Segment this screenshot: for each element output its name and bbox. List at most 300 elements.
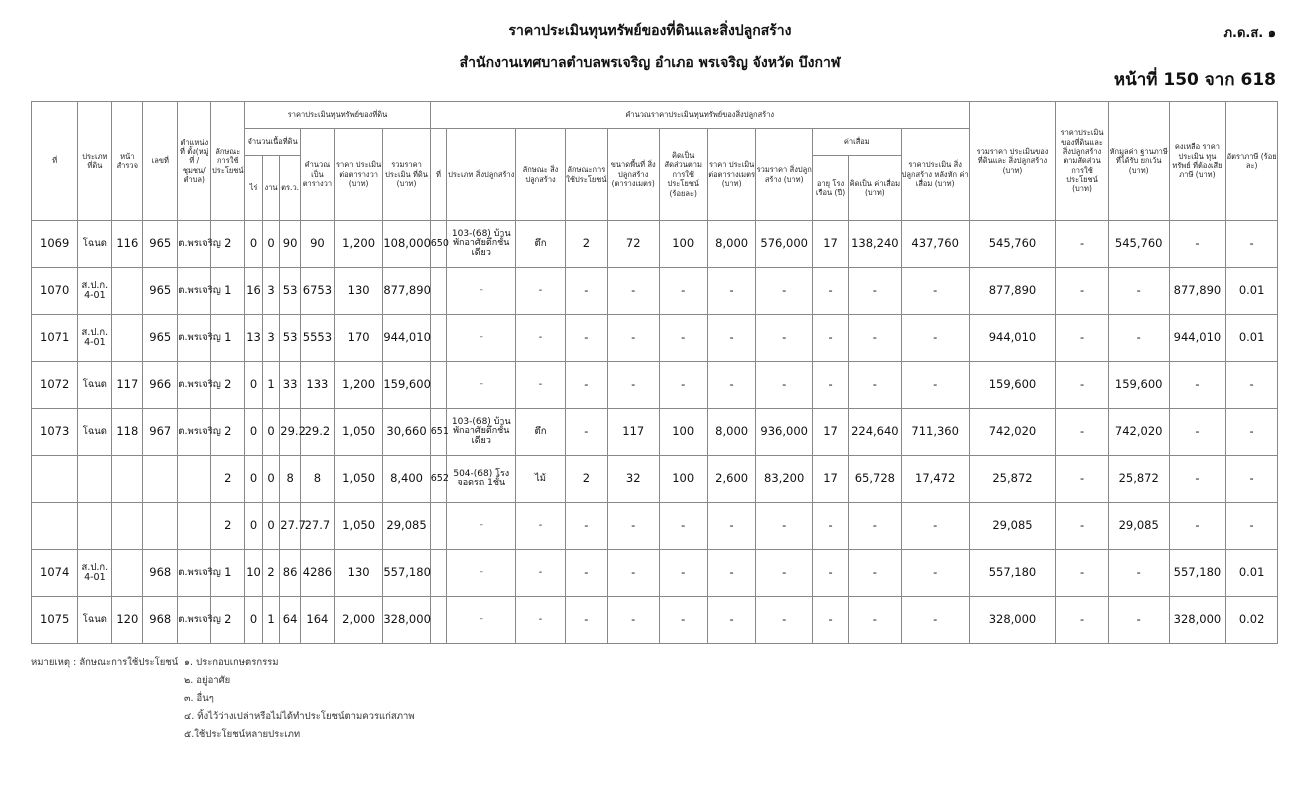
cell-deduction: - <box>1108 550 1169 597</box>
cell-price-per-wa: 1,050 <box>334 409 382 456</box>
cell-b-no: 650 <box>430 221 446 268</box>
cell-age: 17 <box>813 456 849 503</box>
cell-b-kind: - <box>516 315 565 362</box>
cell-grand-total: 25,872 <box>969 456 1056 503</box>
footnote-item: ๔. ทิ้งไว้ว่างเปล่าหรือไม่ได้ทำประโยชน์ตามควรแก่สภาพ <box>184 711 415 722</box>
col-header-number: เลขที่ <box>143 102 178 221</box>
cell-b-price-sqm: - <box>707 597 755 644</box>
cell-taxable: 328,000 <box>1169 597 1226 644</box>
cell-b-area: - <box>607 268 659 315</box>
cell-taxable: - <box>1169 409 1226 456</box>
cell-price-per-wa: 1,200 <box>334 221 382 268</box>
cell-deduction: 25,872 <box>1108 456 1169 503</box>
cell-grand-total: 159,600 <box>969 362 1056 409</box>
cell-b-usage: - <box>565 409 607 456</box>
cell-ngan: 1 <box>262 597 280 644</box>
cell-calc-wa: 27.7 <box>300 503 334 550</box>
cell-location: ต.พรเจริญ <box>178 315 211 362</box>
cell-number: 968 <box>143 597 178 644</box>
col-header-depreciation-amount: คิดเป็น ค่าเสื่อม (บาท) <box>849 156 902 221</box>
cell-taxable: 877,890 <box>1169 268 1226 315</box>
cell-b-area: 117 <box>607 409 659 456</box>
cell-b-usage: - <box>565 597 607 644</box>
cell-deduction: 159,600 <box>1108 362 1169 409</box>
cell-wa: 8 <box>280 456 301 503</box>
cell-b-net: - <box>901 268 969 315</box>
cell-land-total: 328,000 <box>383 597 430 644</box>
cell-b-usage: - <box>565 315 607 362</box>
cell-taxable: - <box>1169 221 1226 268</box>
table-row <box>32 268 1278 315</box>
cell-wa: 27.7 <box>280 503 301 550</box>
cell-rate: 0.01 <box>1226 315 1278 362</box>
cell-mixed-use: - <box>1056 315 1109 362</box>
cell-survey <box>112 456 143 503</box>
cell-land-type: โฉนด <box>78 409 112 456</box>
col-header-deduction: หักมูลค่า ฐานภาษี ที่ได้รับ ยกเว้น (บาท) <box>1108 102 1169 221</box>
cell-b-ratio: 100 <box>659 409 707 456</box>
cell-location: ต.พรเจริญ <box>178 221 211 268</box>
cell-b-area: 72 <box>607 221 659 268</box>
cell-b-price-sqm: - <box>707 550 755 597</box>
cell-b-area: - <box>607 503 659 550</box>
cell-depr-amount: 138,240 <box>849 221 902 268</box>
cell-location <box>178 503 211 550</box>
cell-b-ratio: - <box>659 503 707 550</box>
cell-b-total: 83,200 <box>756 456 813 503</box>
cell-b-ratio: - <box>659 597 707 644</box>
cell-usage: 1 <box>211 550 245 597</box>
cell-b-area: - <box>607 315 659 362</box>
cell-wa: 33 <box>280 362 301 409</box>
cell-b-total: - <box>756 550 813 597</box>
cell-b-ratio: - <box>659 550 707 597</box>
cell-calc-wa: 6753 <box>300 268 334 315</box>
cell-land-total: 159,600 <box>383 362 430 409</box>
col-header-wa: ตร.ว. <box>280 156 301 221</box>
cell-age: - <box>813 503 849 550</box>
cell-usage: 2 <box>211 362 245 409</box>
cell-b-net: 437,760 <box>901 221 969 268</box>
cell-location: ต.พรเจริญ <box>178 362 211 409</box>
cell-grand-total: 944,010 <box>969 315 1056 362</box>
col-header-building-usage: ลักษณะการ ใช้ประโยชน์ <box>565 129 607 221</box>
col-header-rai: ไร่ <box>245 156 263 221</box>
footnote-item: ๑. ประกอบเกษตรกรรม <box>184 657 279 668</box>
cell-grand-total: 742,020 <box>969 409 1056 456</box>
footnote-lead: หมายเหตุ : ลักษณะการใช้ประโยชน์ <box>31 657 179 668</box>
cell-b-ratio: 100 <box>659 456 707 503</box>
col-header-building-type: ประเภท สิ่งปลูกสร้าง <box>447 129 516 221</box>
cell-ngan: 2 <box>262 550 280 597</box>
cell-land-type: ส.ป.ก. 4-01 <box>78 315 112 362</box>
cell-mixed-use: - <box>1056 597 1109 644</box>
cell-rate: - <box>1226 221 1278 268</box>
cell-rai: 0 <box>245 221 263 268</box>
cell-survey: 117 <box>112 362 143 409</box>
cell-rate: - <box>1226 409 1278 456</box>
col-header-taxable: คงเหลือ ราคาประเมิน ทุนทรัพย์ ที่ต้องเสียภาษี (บาท) <box>1169 102 1226 221</box>
cell-depr-amount: - <box>849 550 902 597</box>
col-header-building-ratio: คิดเป็น สัดส่วนตาม การใช้ ประโยชน์ (ร้อยละ) <box>659 129 707 221</box>
cell-age: 17 <box>813 221 849 268</box>
cell-ngan: 1 <box>262 362 280 409</box>
cell-b-area: - <box>607 597 659 644</box>
cell-b-total: 576,000 <box>756 221 813 268</box>
cell-land-total: 877,890 <box>383 268 430 315</box>
cell-b-usage: 2 <box>565 221 607 268</box>
cell-price-per-wa: 130 <box>334 268 382 315</box>
col-header-usage: ลักษณะ การใช้ ประโยชน์ <box>211 102 245 221</box>
col-header-calc-wa: คำนวณ เป็น ตารางวา <box>300 129 334 221</box>
cell-deduction: - <box>1108 315 1169 362</box>
cell-b-no: 651 <box>430 409 446 456</box>
cell-b-no: 652 <box>430 456 446 503</box>
cell-ngan: 0 <box>262 456 280 503</box>
cell-b-ratio: - <box>659 315 707 362</box>
cell-land-total: 944,010 <box>383 315 430 362</box>
col-header-price-per-sqm: ราคา ประเมิน ต่อตารางเมตร (บาท) <box>707 129 755 221</box>
cell-location: ต.พรเจริญ <box>178 597 211 644</box>
cell-rate: 0.02 <box>1226 597 1278 644</box>
cell-land-total: 8,400 <box>383 456 430 503</box>
col-header-survey: หน้า สำรวจ <box>112 102 143 221</box>
cell-b-type: - <box>447 597 516 644</box>
cell-b-no <box>430 362 446 409</box>
table-row <box>32 409 1278 456</box>
cell-b-total: 936,000 <box>756 409 813 456</box>
col-header-land-total: รวมราคา ประเมิน ที่ดิน (บาท) <box>383 129 430 221</box>
col-header-location: ตำแหน่งที่ ตั้ง(หมู่ที่ /ชุมชน/ ตำบล) <box>178 102 211 221</box>
cell-depr-amount: - <box>849 315 902 362</box>
cell-usage: 2 <box>211 597 245 644</box>
cell-land-total: 29,085 <box>383 503 430 550</box>
cell-b-type: - <box>447 268 516 315</box>
cell-number: 965 <box>143 221 178 268</box>
cell-usage: 2 <box>211 409 245 456</box>
cell-location: ต.พรเจริญ <box>178 550 211 597</box>
group-header-area: จำนวนเนื้อที่ดิน <box>245 129 301 156</box>
cell-b-type: - <box>447 315 516 362</box>
cell-land-type: โฉนด <box>78 597 112 644</box>
cell-price-per-wa: 1,050 <box>334 456 382 503</box>
cell-number: 965 <box>143 268 178 315</box>
cell-b-area: 32 <box>607 456 659 503</box>
cell-calc-wa: 29.2 <box>300 409 334 456</box>
cell-b-price-sqm: 8,000 <box>707 221 755 268</box>
col-header-rate: อัตราภาษี (ร้อยละ) <box>1226 102 1278 221</box>
cell-calc-wa: 164 <box>300 597 334 644</box>
cell-ngan: 0 <box>262 409 280 456</box>
cell-mixed-use: - <box>1056 456 1109 503</box>
cell-rai: 0 <box>245 597 263 644</box>
table-row <box>32 503 1278 550</box>
cell-number: 965 <box>143 315 178 362</box>
cell-rai: 16 <box>245 268 263 315</box>
cell-no: 1069 <box>32 221 78 268</box>
table-row <box>32 597 1278 644</box>
table-body <box>32 221 1278 644</box>
cell-land-total: 108,000 <box>383 221 430 268</box>
cell-mixed-use: - <box>1056 409 1109 456</box>
cell-depr-amount: 65,728 <box>849 456 902 503</box>
cell-wa: 64 <box>280 597 301 644</box>
cell-land-type: โฉนด <box>78 221 112 268</box>
cell-taxable: - <box>1169 503 1226 550</box>
cell-ngan: 3 <box>262 268 280 315</box>
cell-mixed-use: - <box>1056 503 1109 550</box>
col-header-price-per-wa: ราคา ประเมิน ต่อตารางวา (บาท) <box>334 129 382 221</box>
cell-b-type: 504-(68) โรงจอดรถ 1ชั้น <box>447 456 516 503</box>
cell-b-no <box>430 315 446 362</box>
cell-b-total: - <box>756 503 813 550</box>
cell-price-per-wa: 170 <box>334 315 382 362</box>
cell-calc-wa: 8 <box>300 456 334 503</box>
cell-land-type: โฉนด <box>78 362 112 409</box>
cell-taxable: - <box>1169 362 1226 409</box>
cell-usage: 2 <box>211 221 245 268</box>
cell-wa: 86 <box>280 550 301 597</box>
cell-ngan: 0 <box>262 503 280 550</box>
cell-grand-total: 29,085 <box>969 503 1056 550</box>
cell-survey <box>112 268 143 315</box>
cell-no <box>32 456 78 503</box>
cell-ngan: 3 <box>262 315 280 362</box>
cell-b-type: - <box>447 362 516 409</box>
cell-b-net: 17,472 <box>901 456 969 503</box>
cell-no: 1074 <box>32 550 78 597</box>
cell-b-net: 711,360 <box>901 409 969 456</box>
cell-wa: 53 <box>280 268 301 315</box>
cell-no <box>32 503 78 550</box>
cell-mixed-use: - <box>1056 362 1109 409</box>
cell-b-net: - <box>901 315 969 362</box>
cell-b-type: - <box>447 503 516 550</box>
col-header-no: ที่ <box>32 102 78 221</box>
cell-mixed-use: - <box>1056 221 1109 268</box>
cell-calc-wa: 133 <box>300 362 334 409</box>
cell-b-kind: - <box>516 597 565 644</box>
cell-b-price-sqm: - <box>707 362 755 409</box>
cell-survey: 118 <box>112 409 143 456</box>
cell-b-no <box>430 268 446 315</box>
col-header-building-area: ขนาดพื้นที่ สิ่งปลูกสร้าง (ตารางเมตร) <box>607 129 659 221</box>
cell-wa: 90 <box>280 221 301 268</box>
cell-b-ratio: - <box>659 362 707 409</box>
col-header-age: อายุ โรงเรือน (ปี) <box>813 156 849 221</box>
table-row <box>32 550 1278 597</box>
cell-deduction: - <box>1108 597 1169 644</box>
group-header-depreciation: ค่าเสื่อม <box>813 129 902 156</box>
cell-b-price-sqm: - <box>707 268 755 315</box>
cell-depr-amount: - <box>849 268 902 315</box>
cell-b-price-sqm: 2,600 <box>707 456 755 503</box>
cell-survey <box>112 550 143 597</box>
cell-rate: - <box>1226 456 1278 503</box>
cell-age: - <box>813 550 849 597</box>
col-header-building-kind: ลักษณะ สิ่งปลูกสร้าง <box>516 129 565 221</box>
footnote-item: ๕.ใช้ประโยชน์หลายประเภท <box>184 729 301 740</box>
cell-b-ratio: 100 <box>659 221 707 268</box>
cell-age: - <box>813 315 849 362</box>
cell-ngan: 0 <box>262 221 280 268</box>
group-header-building: คำนวณราคาประเมินทุนทรัพย์ของสิ่งปลูกสร้าง <box>430 102 969 129</box>
cell-number <box>143 456 178 503</box>
col-header-building-total: รวมราคา สิ่งปลูกสร้าง (บาท) <box>756 129 813 221</box>
cell-b-area: - <box>607 550 659 597</box>
cell-land-type: ส.ป.ก. 4-01 <box>78 268 112 315</box>
table-row <box>32 456 1278 503</box>
cell-age: - <box>813 597 849 644</box>
cell-no: 1071 <box>32 315 78 362</box>
cell-wa: 29.2 <box>280 409 301 456</box>
cell-no: 1072 <box>32 362 78 409</box>
cell-b-type: 103-(68) บ้านพักอาศัยตึกชั้นเดียว <box>447 221 516 268</box>
cell-deduction: - <box>1108 268 1169 315</box>
cell-b-price-sqm: 8,000 <box>707 409 755 456</box>
col-header-building-net: ราคาประเมิน สิ่งปลูกสร้าง หลังหัก ค่าเสื่อม (บาท) <box>901 129 969 221</box>
cell-rai: 13 <box>245 315 263 362</box>
cell-rai: 10 <box>245 550 263 597</box>
cell-no: 1075 <box>32 597 78 644</box>
cell-b-kind: - <box>516 503 565 550</box>
cell-rai: 0 <box>245 409 263 456</box>
cell-rate: 0.01 <box>1226 268 1278 315</box>
cell-b-ratio: - <box>659 268 707 315</box>
cell-b-total: - <box>756 362 813 409</box>
cell-rai: 0 <box>245 362 263 409</box>
cell-survey: 116 <box>112 221 143 268</box>
cell-wa: 53 <box>280 315 301 362</box>
cell-number: 966 <box>143 362 178 409</box>
cell-survey <box>112 503 143 550</box>
cell-depr-amount: 224,640 <box>849 409 902 456</box>
cell-depr-amount: - <box>849 362 902 409</box>
cell-b-no <box>430 597 446 644</box>
cell-rate: - <box>1226 503 1278 550</box>
cell-price-per-wa: 2,000 <box>334 597 382 644</box>
cell-rai: 0 <box>245 456 263 503</box>
table-row <box>32 362 1278 409</box>
cell-b-area: - <box>607 362 659 409</box>
cell-b-no <box>430 503 446 550</box>
cell-calc-wa: 90 <box>300 221 334 268</box>
cell-deduction: 545,760 <box>1108 221 1169 268</box>
cell-number: 968 <box>143 550 178 597</box>
cell-mixed-use: - <box>1056 550 1109 597</box>
cell-b-kind: ตึก <box>516 221 565 268</box>
cell-calc-wa: 4286 <box>300 550 334 597</box>
cell-price-per-wa: 1,050 <box>334 503 382 550</box>
cell-no: 1070 <box>32 268 78 315</box>
cell-b-type: - <box>447 550 516 597</box>
cell-number <box>143 503 178 550</box>
cell-usage: 1 <box>211 315 245 362</box>
cell-b-kind: ไม้ <box>516 456 565 503</box>
cell-age: - <box>813 268 849 315</box>
cell-taxable: 944,010 <box>1169 315 1226 362</box>
cell-deduction: 742,020 <box>1108 409 1169 456</box>
document-title: ราคาประเมินทุนทรัพย์ของที่ดินและสิ่งปลูกสร้าง <box>508 23 792 39</box>
cell-usage: 2 <box>211 503 245 550</box>
cell-b-type: 103-(68) บ้านพักอาศัยตึกชั้นเดียว <box>447 409 516 456</box>
cell-depr-amount: - <box>849 597 902 644</box>
col-header-mixed-use: ราคาประเมิน ของที่ดินและ สิ่งปลูกสร้าง ตามสัดส่วน การใช้ประโยชน์ (บาท) <box>1056 102 1109 221</box>
cell-rate: 0.01 <box>1226 550 1278 597</box>
col-header-building-no: ที่ <box>430 129 446 221</box>
form-code: ภ.ด.ส. ๑ <box>1223 26 1276 41</box>
document-subtitle: สำนักงานเทศบาลตำบลพรเจริญ อำเภอ พรเจริญ จังหวัด บึงกาฬ <box>459 55 841 71</box>
cell-rate: - <box>1226 362 1278 409</box>
cell-b-usage: - <box>565 268 607 315</box>
cell-usage: 2 <box>211 456 245 503</box>
cell-land-type <box>78 503 112 550</box>
cell-land-total: 30,660 <box>383 409 430 456</box>
cell-b-price-sqm: - <box>707 315 755 362</box>
cell-b-total: - <box>756 268 813 315</box>
cell-land-type: ส.ป.ก. 4-01 <box>78 550 112 597</box>
cell-land-type <box>78 456 112 503</box>
page-number: หน้าที่ 150 จาก 618 <box>1113 70 1276 90</box>
table-row <box>32 221 1278 268</box>
cell-location: ต.พรเจริญ <box>178 409 211 456</box>
cell-grand-total: 328,000 <box>969 597 1056 644</box>
footnote-item: ๓. อื่นๆ <box>184 693 214 704</box>
cell-grand-total: 557,180 <box>969 550 1056 597</box>
col-header-ngan: งาน <box>262 156 280 221</box>
cell-b-usage: - <box>565 362 607 409</box>
table-row <box>32 315 1278 362</box>
cell-b-kind: - <box>516 362 565 409</box>
cell-age: 17 <box>813 409 849 456</box>
footnote-item: ๒. อยู่อาศัย <box>184 675 231 686</box>
cell-b-usage: - <box>565 550 607 597</box>
cell-taxable: 557,180 <box>1169 550 1226 597</box>
cell-b-net: - <box>901 550 969 597</box>
cell-usage: 1 <box>211 268 245 315</box>
cell-b-kind: - <box>516 268 565 315</box>
cell-b-price-sqm: - <box>707 503 755 550</box>
cell-grand-total: 545,760 <box>969 221 1056 268</box>
cell-b-kind: ตึก <box>516 409 565 456</box>
cell-number: 967 <box>143 409 178 456</box>
col-header-land-type: ประเภท ที่ดิน <box>78 102 112 221</box>
cell-age: - <box>813 362 849 409</box>
cell-b-total: - <box>756 315 813 362</box>
cell-location <box>178 456 211 503</box>
cell-b-total: - <box>756 597 813 644</box>
cell-location: ต.พรเจริญ <box>178 268 211 315</box>
assessment-table <box>31 101 1278 644</box>
cell-calc-wa: 5553 <box>300 315 334 362</box>
cell-grand-total: 877,890 <box>969 268 1056 315</box>
cell-depr-amount: - <box>849 503 902 550</box>
cell-b-net: - <box>901 362 969 409</box>
cell-deduction: 29,085 <box>1108 503 1169 550</box>
cell-b-net: - <box>901 597 969 644</box>
cell-no: 1073 <box>32 409 78 456</box>
cell-taxable: - <box>1169 456 1226 503</box>
cell-b-kind: - <box>516 550 565 597</box>
cell-survey: 120 <box>112 597 143 644</box>
cell-b-usage: 2 <box>565 456 607 503</box>
col-header-grand-total: รวมราคา ประเมินของ ที่ดินและ สิ่งปลูกสร้าง (บาท) <box>969 102 1056 221</box>
cell-b-usage: - <box>565 503 607 550</box>
cell-rai: 0 <box>245 503 263 550</box>
cell-price-per-wa: 130 <box>334 550 382 597</box>
group-header-land: ราคาประเมินทุนทรัพย์ของที่ดิน <box>245 102 431 129</box>
cell-mixed-use: - <box>1056 268 1109 315</box>
